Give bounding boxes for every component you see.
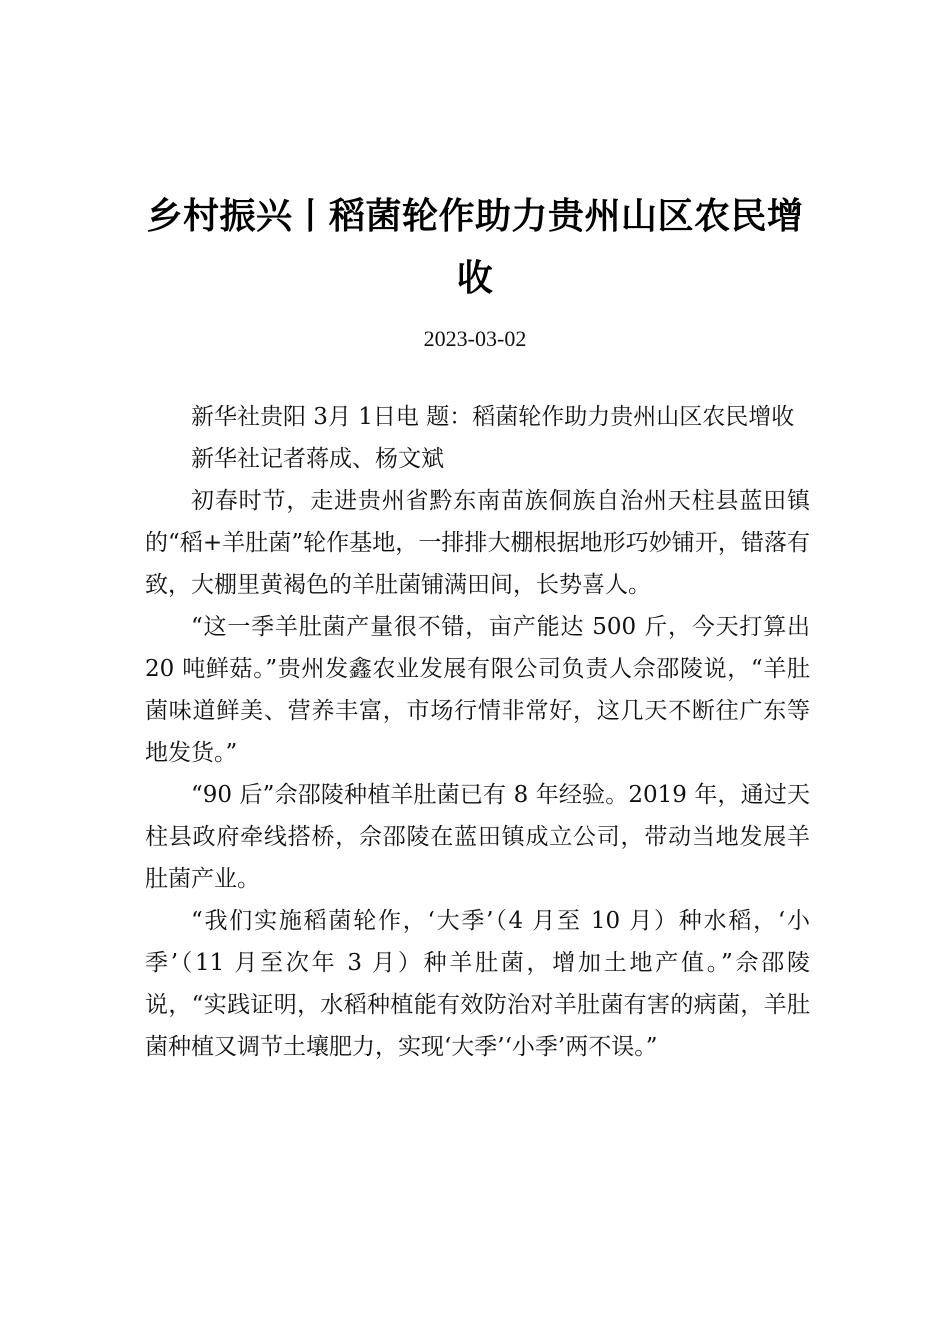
article-date: 2023-03-02 [423,326,527,351]
paragraph-byline: 新华社记者蒋成、杨文斌 [191,446,444,472]
paragraph: 初春时节，走进贵州省黔东南苗族侗族自治州天柱县蓝田镇的“稻+羊肚菌”轮作基地，一排排大棚根据地形巧妙铺开，错落有致，大棚里黄褐色的羊肚菌铺满田间，长势喜人。 [145,488,810,598]
paragraph-dateline: 新华社贵阳 3月 1日电 题：稻菌轮作助力贵州山区农民增收 [191,404,795,430]
article-title: 乡村振兴丨稻菌轮作助力贵州山区农民增收 [146,196,804,299]
article-body [145,396,810,1068]
paragraph: “90 后”佘邵陵种植羊肚菌已有 8 年经验。2019 年，通过天柱县政府牵线搭桥，佘邵陵在蓝田镇成立公司，带动当地发展羊肚菌产业。 [145,782,810,892]
paragraph: “这一季羊肚菌产量很不错，亩产能达 500 斤，今天打算出 20 吨鲜菇。”贵州发鑫农业发展有限公司负责人佘邵陵说，“羊肚菌味道鲜美、营养丰富，市场行情非常好，这几天不断往广东等地发货。” [145,614,810,766]
paragraph: “我们实施稻菌轮作，‘大季’（4 月至 10 月）种水稻，‘小季’（11 月至次年 3 月）种羊肚菌，增加土地产值。”佘邵陵说，“实践证明，水稻种植能有效防治对羊肚菌有害的病菌，羊肚菌种植又调节土壤肥力，实现‘大季’‘小季’两不误。” [145,908,810,1060]
